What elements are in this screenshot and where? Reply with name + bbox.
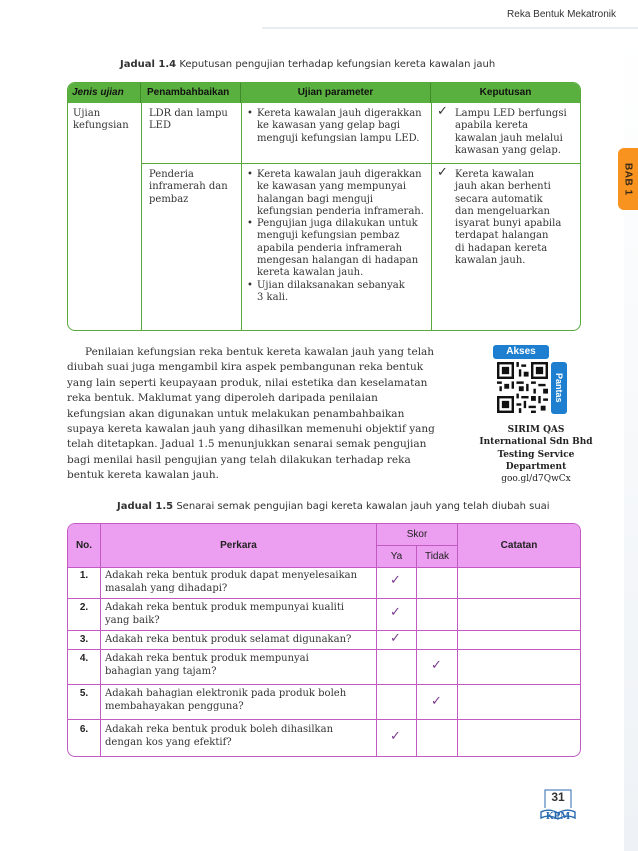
row-item-line: Adakah reka bentuk produk selamat digunakan? — [105, 634, 352, 645]
keputusan-line: di hadapan kereta — [455, 242, 548, 254]
table14-caption-label: Jadual 1.4 — [120, 59, 177, 70]
row-item — [105, 602, 375, 627]
keputusan-line: terdapat halangan — [455, 230, 549, 242]
page-number: 31 — [551, 790, 565, 804]
th-penambahbaikan: Penambahbaikan — [141, 83, 241, 103]
table14-caption-text: Keputusan pengujian terhadap kefungsian kereta kawalan jauh — [179, 59, 496, 70]
tidak-check-icon: ✓ — [431, 694, 442, 709]
chapter-tab-label: BAB 1 — [622, 162, 634, 196]
penambahbaikan-line: LED — [149, 120, 171, 132]
row-item-line: Adakah reka bentuk produk dapat menyelesaikan — [105, 570, 358, 581]
row-item-line: bahagian yang tajam? — [105, 665, 217, 677]
row-item — [105, 653, 375, 678]
row-item — [105, 724, 375, 749]
jenis-ujian-cell — [73, 108, 139, 133]
ya-check-icon: ✓ — [390, 605, 401, 620]
table15-divider — [457, 524, 458, 756]
row-item-line: Adakah reka bentuk produk mempunyai kualiti — [105, 602, 345, 613]
keputusan-cell — [455, 108, 579, 157]
penambahbaikan-line: pembaz — [149, 193, 189, 205]
parameter-line: • Kereta kawalan jauh digerakkan — [257, 169, 422, 180]
body-paragraph — [67, 345, 469, 484]
akses-info — [474, 424, 598, 485]
ya-check-icon: ✓ — [390, 573, 401, 588]
table15-row-divider — [377, 545, 457, 546]
penambahbaikan-line: inframerah dan — [149, 181, 228, 193]
ya-check-icon: ✓ — [390, 729, 401, 744]
table14-body — [68, 103, 580, 330]
paragraph-line: yang lain seperti keupayaan produk, nilai estetika dan keselamatan — [67, 376, 428, 389]
parameter-line: • Pengujian juga dilakukan untuk — [257, 218, 418, 230]
table15-caption — [117, 501, 550, 512]
table15-row-divider — [68, 567, 580, 568]
row-item — [105, 634, 375, 647]
row-item — [105, 570, 375, 595]
keputusan-cell — [455, 169, 579, 267]
parameter-bullet — [247, 108, 429, 145]
paragraph-line: reka bentuk. Maklumat yang diperoleh daripada penilaian — [67, 392, 378, 405]
row-number: 2. — [79, 602, 89, 613]
akses-badge: Akses — [493, 345, 549, 359]
th-jenis-ujian: Jenis ujian — [68, 83, 141, 103]
akses-dept-line: Department — [505, 461, 567, 472]
jenis-line: kefungsian — [73, 120, 129, 132]
ya-check-icon: ✓ — [390, 631, 401, 646]
check-icon: ✓ — [437, 104, 448, 119]
parameter-line: kereta kawalan jauh. — [257, 267, 364, 279]
paragraph-line: supaya kereta kawalan jauh yang dihasilkan memenuhi objektif yang — [67, 423, 435, 436]
table-1-5 — [67, 523, 581, 757]
table-1-4 — [67, 82, 581, 331]
keputusan-line: dan mengeluarkan — [455, 205, 550, 217]
row-item-line: yang baik? — [105, 614, 160, 626]
keputusan-line: kawalan jauh melalui — [455, 132, 563, 144]
keputusan-line: Lampu LED berfungsi — [455, 108, 567, 119]
chapter-tab — [618, 148, 638, 210]
penambahbaikan-line: Penderia — [149, 169, 194, 180]
paragraph-line: Penilaian kefungsian reka bentuk kereta kawalan jauh yang telah — [85, 346, 435, 358]
keputusan-line: apabila kereta — [455, 120, 528, 132]
table14-header — [68, 83, 580, 103]
row-item-line: masalah yang dihadapi? — [105, 582, 228, 594]
check-icon: ✓ — [437, 165, 448, 180]
parameter-line: menguji kefungsian pembaz — [257, 230, 400, 242]
penambahbaikan-cell — [149, 108, 239, 133]
publisher-label: KPM — [545, 812, 571, 822]
th-tidak: Tidak — [417, 546, 457, 567]
paragraph-line: kefungsian akan digunakan untuk melakukan penambahbaikan — [67, 407, 405, 420]
table15-row-divider — [68, 719, 580, 720]
pantas-label: Pantas — [554, 373, 564, 403]
akses-org-line: International Sdn Bhd — [479, 437, 593, 448]
penambahbaikan-cell — [149, 169, 239, 206]
parameter-line: apabila penderia inframerah — [257, 242, 403, 254]
parameter-line: halangan bagi menguji — [257, 193, 374, 205]
akses-dept-line: Testing Service — [497, 449, 575, 460]
table15-row-divider — [68, 630, 580, 631]
th-ya: Ya — [377, 546, 416, 567]
keputusan-line: Kereta kawalan — [455, 169, 535, 180]
keputusan-line: isyarat bunyi apabila — [455, 218, 562, 230]
parameter-cell — [247, 169, 429, 304]
parameter-line: menguji kefungsian lampu LED. — [257, 132, 420, 144]
paragraph-line: bagi menilai hasil pengujian yang telah dilakukan terhadap reka — [67, 453, 411, 466]
th-no: No. — [68, 524, 100, 567]
parameter-line: kefungsian penderia inframerah. — [257, 205, 424, 217]
parameter-bullet — [247, 218, 429, 279]
parameter-bullet — [247, 280, 429, 305]
parameter-line: • Ujian dilaksanakan sebanyak — [257, 279, 405, 291]
parameter-line: • Kereta kawalan jauh digerakkan — [257, 108, 422, 119]
row-item — [105, 688, 375, 713]
th-ujian-parameter: Ujian parameter — [241, 83, 431, 103]
paragraph-line: bentuk kereta kawalan jauh. — [67, 469, 219, 482]
th-skor: Skor — [377, 524, 457, 545]
row-item-line: Adakah reka bentuk produk mempunyai — [105, 653, 309, 664]
header-title: Reka Bentuk Mekatronik — [503, 9, 616, 20]
akses-url[interactable]: goo.gl/d7QwCx — [501, 474, 571, 485]
table15-row-divider — [68, 598, 580, 599]
qr-code-icon[interactable] — [497, 362, 548, 413]
th-keputusan: Keputusan — [479, 87, 532, 98]
th-perkara: Perkara — [101, 524, 376, 567]
parameter-bullet — [247, 169, 429, 218]
row-item-line: Adakah bahagian elektronik pada produk boleh — [105, 688, 347, 699]
penambahbaikan-line: LDR dan lampu — [149, 108, 228, 119]
row-number: 4. — [79, 653, 89, 664]
table15-caption-label: Jadual 1.5 — [117, 501, 174, 512]
parameter-cell — [247, 108, 429, 145]
parameter-line: mengesan halangan di hadapan — [257, 255, 419, 267]
th-catatan: Catatan — [458, 524, 580, 567]
tidak-check-icon: ✓ — [431, 658, 442, 673]
table14-caption — [120, 59, 495, 70]
table15-row-divider — [68, 684, 580, 685]
parameter-line: 3 kali. — [257, 291, 289, 303]
table15-caption-text: Senarai semak pengujian bagi kereta kawalan jauh yang telah diubah suai — [176, 501, 550, 512]
table15-divider — [416, 545, 417, 756]
row-number: 6. — [79, 724, 89, 735]
keputusan-line: jauh akan berhenti — [455, 181, 551, 193]
akses-org-line: SIRIM QAS — [507, 425, 565, 435]
row-number: 5. — [79, 688, 89, 699]
table15-divider — [100, 524, 101, 756]
keputusan-line: kawasan yang gelap. — [455, 144, 561, 156]
jenis-line: Ujian — [73, 108, 101, 119]
parameter-line: ke kawasan yang mempunyai — [257, 181, 407, 193]
header-rule — [262, 27, 638, 29]
keputusan-line: kawalan jauh. — [455, 255, 526, 267]
row-item-line: Adakah reka bentuk produk boleh dihasilkan — [105, 724, 334, 735]
table15-row-divider — [68, 649, 580, 650]
parameter-line: ke kawasan yang gelap bagi — [257, 120, 401, 132]
row-number: 3. — [79, 634, 89, 645]
pantas-badge — [551, 362, 567, 414]
paragraph-line: telah ditetapkan. Jadual 1.5 menunjukkan senarai semak pengujian — [67, 438, 427, 451]
table15-divider — [376, 524, 377, 756]
row-item-line: dengan kos yang efektif? — [105, 736, 232, 748]
keputusan-line: secara automatik — [455, 193, 543, 205]
paragraph-line: diubah suai juga mengambil kira aspek pembangunan reka bentuk — [67, 361, 424, 374]
row-item-line: membahayakan pengguna? — [105, 700, 244, 712]
row-number: 1. — [79, 570, 89, 581]
